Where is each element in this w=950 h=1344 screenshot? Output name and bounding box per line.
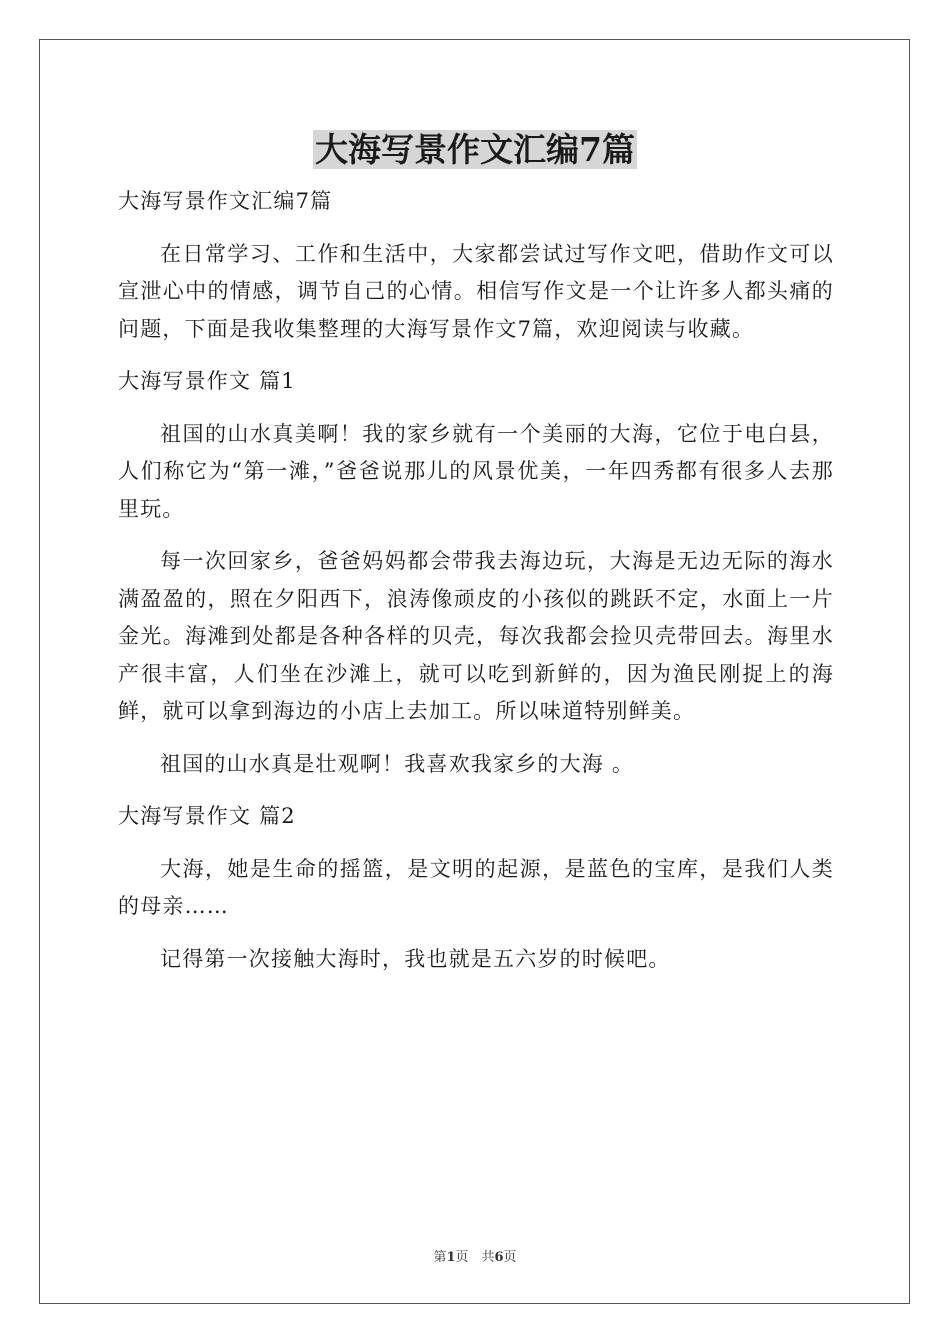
section1-paragraph-1: 祖国的山水真美啊！我的家乡就有一个美丽的大海，它位于电白县，人们称它为“第一滩，”爸爸说那儿的风景优美，一年四秀都有很多人去那里玩。 xyxy=(118,421,834,521)
section1-paragraph-2: 每一次回家乡，爸爸妈妈都会带我去海边玩，大海是无边无际的海水满盈盈的，照在夕阳西下，浪涛像顽皮的小孩似的跳跃不定，水面上一片金光。海滩到处都是各种各样的贝壳，每次我都会捡贝壳带回去。海里水产很丰富，人们坐在沙滩上，就可以吃到新鲜的，因为渔民刚捉上的海鲜，就可以拿到海边的小店上去加工。所以味道特别鲜美。 xyxy=(118,549,834,723)
footer-page-mid: 页 共 xyxy=(455,1250,495,1265)
page-footer xyxy=(0,1246,950,1265)
footer-page-prefix: 第 xyxy=(433,1250,447,1265)
section1-paragraph-3: 祖国的山水真是壮观啊！我喜欢我家乡的大海 。 xyxy=(160,751,635,776)
section-heading-1: 大海写景作文 篇1 xyxy=(118,369,296,393)
document-subtitle: 大海写景作文汇编7篇 xyxy=(118,189,333,213)
footer-page-suffix: 页 xyxy=(503,1250,517,1265)
footer-page-current: 1 xyxy=(446,1250,456,1265)
intro-paragraph: 在日常学习、工作和生活中，大家都尝试过写作文吧，借助作文可以宣泄心中的情感，调节自己的心情。相信写作文是一个让许多人都头痛的问题，下面是我收集整理的大海写景作文7篇，欢迎阅读与收藏。 xyxy=(118,241,834,341)
section-heading-2: 大海写景作文 篇2 xyxy=(118,804,296,828)
document-title-highlight: 大海写景作文汇编7篇 xyxy=(315,130,635,169)
footer-page-total: 6 xyxy=(494,1250,504,1265)
document-title xyxy=(0,128,950,172)
document-body xyxy=(118,183,834,993)
section2-paragraph-1: 大海，她是生命的摇篮，是文明的起源，是蓝色的宝库，是我们人类的母亲…… xyxy=(118,856,834,918)
section2-paragraph-2: 记得第一次接触大海时，我也就是五六岁的时候吧。 xyxy=(160,946,671,971)
